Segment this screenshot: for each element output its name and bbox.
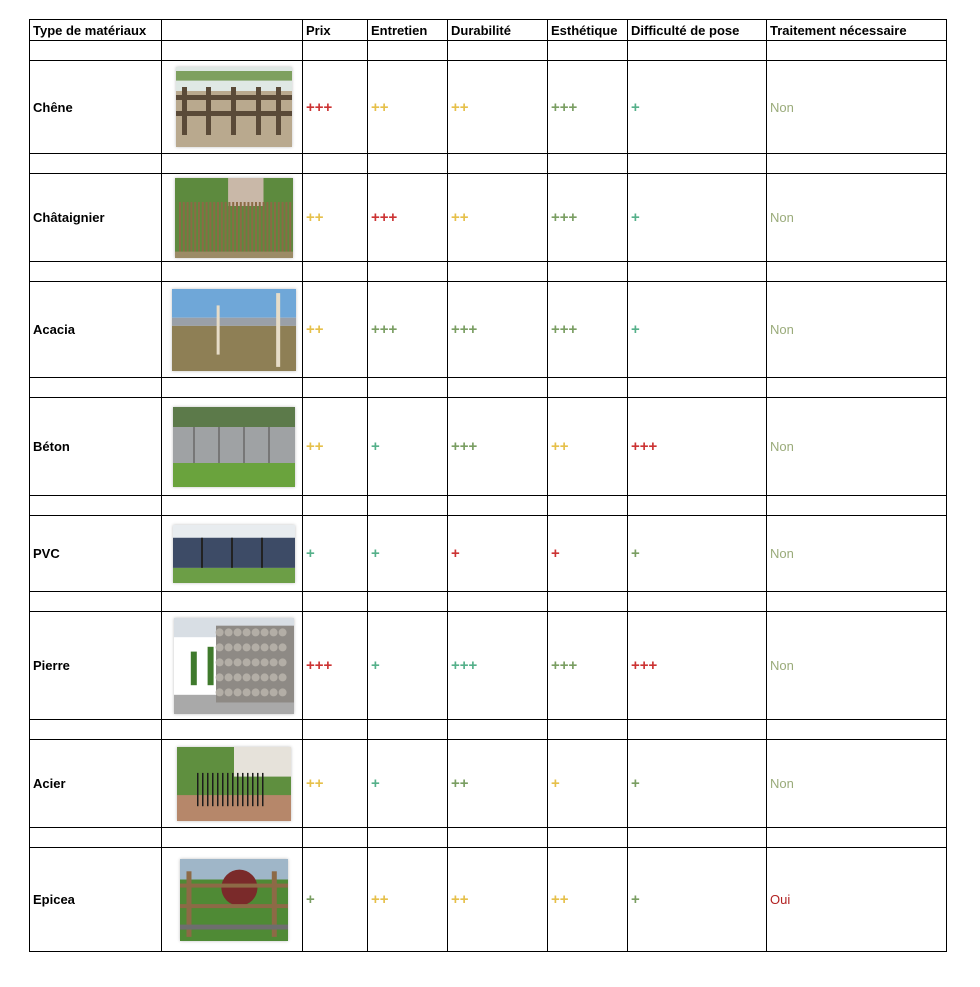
esthetique-cell <box>548 848 628 952</box>
prix-cell <box>303 61 368 154</box>
difficulte-rating: + <box>631 545 640 562</box>
spacer-row <box>30 496 947 516</box>
acacia-post-fence-photo <box>172 289 296 371</box>
empty-cell <box>767 154 947 174</box>
durabilite-cell <box>448 516 548 592</box>
empty-cell <box>548 41 628 61</box>
difficulte-rating: +++ <box>631 657 658 674</box>
durabilite-rating: +++ <box>451 438 478 455</box>
empty-cell <box>368 592 448 612</box>
empty-cell <box>368 720 448 740</box>
prix-cell <box>303 848 368 952</box>
empty-cell <box>162 262 303 282</box>
difficulte-rating: + <box>631 321 640 338</box>
traitement-cell <box>767 612 947 720</box>
empty-cell <box>162 154 303 174</box>
empty-cell <box>767 378 947 398</box>
empty-cell <box>548 378 628 398</box>
empty-cell <box>30 496 162 516</box>
empty-cell <box>162 41 303 61</box>
entretien-cell <box>368 282 448 378</box>
durabilite-rating: ++ <box>451 209 469 226</box>
prix-cell <box>303 516 368 592</box>
durabilite-rating: +++ <box>451 321 478 338</box>
durabilite-rating: ++ <box>451 891 469 908</box>
empty-cell <box>30 720 162 740</box>
durabilite-rating: ++ <box>451 98 469 116</box>
empty-cell <box>303 378 368 398</box>
difficulte-rating: + <box>631 98 640 116</box>
empty-cell <box>448 378 548 398</box>
entretien-cell <box>368 61 448 154</box>
prix-cell <box>303 740 368 828</box>
empty-cell <box>162 496 303 516</box>
prix-rating: ++ <box>306 321 324 338</box>
material-name: Béton <box>30 398 162 496</box>
empty-cell <box>162 720 303 740</box>
traitement-cell <box>767 398 947 496</box>
difficulte-cell <box>628 398 767 496</box>
empty-cell <box>162 828 303 848</box>
entretien-rating: + <box>371 438 380 455</box>
empty-cell <box>628 154 767 174</box>
header-prix: Prix <box>303 20 368 41</box>
material-image-cell <box>162 848 303 952</box>
entretien-cell <box>368 398 448 496</box>
traitement-value: Non <box>770 776 794 791</box>
spacer-row <box>30 262 947 282</box>
difficulte-cell <box>628 612 767 720</box>
material-name: Châtaignier <box>30 174 162 262</box>
difficulte-rating: + <box>631 209 640 226</box>
traitement-cell <box>767 282 947 378</box>
esthetique-cell <box>548 398 628 496</box>
prix-rating: ++ <box>306 209 324 226</box>
prix-rating: + <box>306 891 315 908</box>
header-entretien: Entretien <box>368 20 448 41</box>
prix-cell <box>303 612 368 720</box>
durabilite-cell <box>448 612 548 720</box>
prix-cell <box>303 398 368 496</box>
entretien-cell <box>368 848 448 952</box>
empty-cell <box>368 154 448 174</box>
empty-cell <box>162 378 303 398</box>
spacer-row <box>30 828 947 848</box>
difficulte-cell <box>628 61 767 154</box>
empty-cell <box>303 720 368 740</box>
empty-cell <box>628 41 767 61</box>
material-name: Acier <box>30 740 162 828</box>
traitement-value: Non <box>770 99 794 115</box>
material-row <box>30 612 947 720</box>
header-esthetique: Esthétique <box>548 20 628 41</box>
empty-cell <box>767 828 947 848</box>
traitement-value: Oui <box>770 892 791 907</box>
esthetique-rating: +++ <box>551 98 578 116</box>
esthetique-rating: +++ <box>551 209 578 226</box>
material-image-cell <box>162 282 303 378</box>
spruce-rail-fence-photo <box>180 859 288 941</box>
empty-cell <box>767 496 947 516</box>
esthetique-rating: ++ <box>551 891 569 908</box>
entretien-rating: + <box>371 545 380 562</box>
traitement-value: Non <box>770 658 794 673</box>
empty-cell <box>628 262 767 282</box>
header-traitement: Traitement nécessaire <box>767 20 947 41</box>
entretien-rating: ++ <box>371 98 389 116</box>
esthetique-cell <box>548 61 628 154</box>
durabilite-cell <box>448 398 548 496</box>
esthetique-cell <box>548 282 628 378</box>
empty-cell <box>548 720 628 740</box>
traitement-cell <box>767 516 947 592</box>
entretien-rating: +++ <box>371 321 398 338</box>
empty-cell <box>767 720 947 740</box>
empty-cell <box>628 592 767 612</box>
empty-cell <box>628 720 767 740</box>
prix-rating: +++ <box>306 98 333 116</box>
chestnut-picket-fence-photo <box>175 178 293 258</box>
durabilite-cell <box>448 61 548 154</box>
empty-cell <box>303 41 368 61</box>
esthetique-rating: + <box>551 775 560 792</box>
empty-cell <box>368 378 448 398</box>
empty-cell <box>448 496 548 516</box>
entretien-rating: + <box>371 775 380 792</box>
empty-cell <box>448 592 548 612</box>
material-name: Chêne <box>30 61 162 154</box>
empty-cell <box>368 41 448 61</box>
esthetique-rating: ++ <box>551 438 569 455</box>
material-row <box>30 398 947 496</box>
esthetique-cell <box>548 516 628 592</box>
entretien-rating: + <box>371 657 380 674</box>
empty-cell <box>30 154 162 174</box>
durabilite-cell <box>448 740 548 828</box>
difficulte-rating: + <box>631 891 640 908</box>
esthetique-cell <box>548 740 628 828</box>
material-name: Pierre <box>30 612 162 720</box>
traitement-cell <box>767 848 947 952</box>
material-name: Epicea <box>30 848 162 952</box>
empty-cell <box>303 262 368 282</box>
gabion-stone-wall-photo <box>174 618 294 714</box>
empty-cell <box>548 496 628 516</box>
difficulte-cell <box>628 282 767 378</box>
empty-cell <box>30 378 162 398</box>
material-image-cell <box>162 612 303 720</box>
pvc-fence-photo <box>173 525 295 583</box>
wood-rail-fence-photo <box>176 67 292 147</box>
durabilite-cell <box>448 282 548 378</box>
empty-cell <box>628 828 767 848</box>
material-row <box>30 516 947 592</box>
traitement-value: Non <box>770 546 794 561</box>
steel-fence-photo <box>177 747 291 821</box>
empty-cell <box>448 262 548 282</box>
header-type: Type de matériaux <box>30 20 162 41</box>
empty-cell <box>448 720 548 740</box>
durabilite-rating: +++ <box>451 657 478 674</box>
header-difficulte: Difficulté de pose <box>628 20 767 41</box>
empty-cell <box>548 154 628 174</box>
material-name: Acacia <box>30 282 162 378</box>
spacer-row <box>30 154 947 174</box>
esthetique-rating: + <box>551 545 560 562</box>
material-image-cell <box>162 61 303 154</box>
esthetique-cell <box>548 612 628 720</box>
traitement-cell <box>767 740 947 828</box>
entretien-cell <box>368 516 448 592</box>
material-row <box>30 848 947 952</box>
prix-cell <box>303 174 368 262</box>
difficulte-cell <box>628 848 767 952</box>
material-row <box>30 282 947 378</box>
entretien-rating: +++ <box>371 209 398 226</box>
entretien-cell <box>368 174 448 262</box>
concrete-fence-photo <box>173 407 295 487</box>
empty-cell <box>448 828 548 848</box>
material-image-cell <box>162 174 303 262</box>
empty-cell <box>548 828 628 848</box>
empty-cell <box>448 41 548 61</box>
material-image-cell <box>162 740 303 828</box>
materials-comparison-table <box>29 19 947 952</box>
durabilite-rating: ++ <box>451 775 469 792</box>
esthetique-rating: +++ <box>551 657 578 674</box>
traitement-cell <box>767 174 947 262</box>
header-durabilite: Durabilité <box>448 20 548 41</box>
durabilite-cell <box>448 848 548 952</box>
empty-cell <box>30 592 162 612</box>
traitement-value: Non <box>770 322 794 337</box>
material-name: PVC <box>30 516 162 592</box>
empty-cell <box>30 41 162 61</box>
empty-cell <box>767 262 947 282</box>
difficulte-rating: + <box>631 775 640 792</box>
empty-cell <box>767 41 947 61</box>
difficulte-rating: +++ <box>631 438 658 455</box>
empty-cell <box>162 592 303 612</box>
entretien-cell <box>368 612 448 720</box>
header-row <box>30 20 947 41</box>
spacer-row <box>30 720 947 740</box>
empty-cell <box>368 496 448 516</box>
traitement-cell <box>767 61 947 154</box>
prix-rating: + <box>306 545 315 562</box>
empty-cell <box>548 262 628 282</box>
empty-cell <box>448 154 548 174</box>
prix-rating: ++ <box>306 775 324 792</box>
entretien-cell <box>368 740 448 828</box>
material-image-cell <box>162 516 303 592</box>
empty-cell <box>303 828 368 848</box>
empty-cell <box>303 496 368 516</box>
prix-cell <box>303 282 368 378</box>
empty-cell <box>30 828 162 848</box>
prix-rating: ++ <box>306 438 324 455</box>
prix-rating: +++ <box>306 657 333 674</box>
material-image-cell <box>162 398 303 496</box>
empty-cell <box>548 592 628 612</box>
material-row <box>30 61 947 154</box>
difficulte-cell <box>628 174 767 262</box>
traitement-value: Non <box>770 439 794 454</box>
spacer-row <box>30 378 947 398</box>
esthetique-rating: +++ <box>551 321 578 338</box>
empty-cell <box>767 592 947 612</box>
material-row <box>30 174 947 262</box>
durabilite-cell <box>448 174 548 262</box>
difficulte-cell <box>628 740 767 828</box>
empty-cell <box>628 378 767 398</box>
traitement-value: Non <box>770 210 794 225</box>
difficulte-cell <box>628 516 767 592</box>
spacer-row <box>30 41 947 61</box>
empty-cell <box>303 592 368 612</box>
empty-cell <box>30 262 162 282</box>
empty-cell <box>368 262 448 282</box>
empty-cell <box>368 828 448 848</box>
header-image <box>162 20 303 41</box>
durabilite-rating: + <box>451 545 460 562</box>
empty-cell <box>303 154 368 174</box>
empty-cell <box>628 496 767 516</box>
esthetique-cell <box>548 174 628 262</box>
entretien-rating: ++ <box>371 891 389 908</box>
spacer-row <box>30 592 947 612</box>
material-row <box>30 740 947 828</box>
